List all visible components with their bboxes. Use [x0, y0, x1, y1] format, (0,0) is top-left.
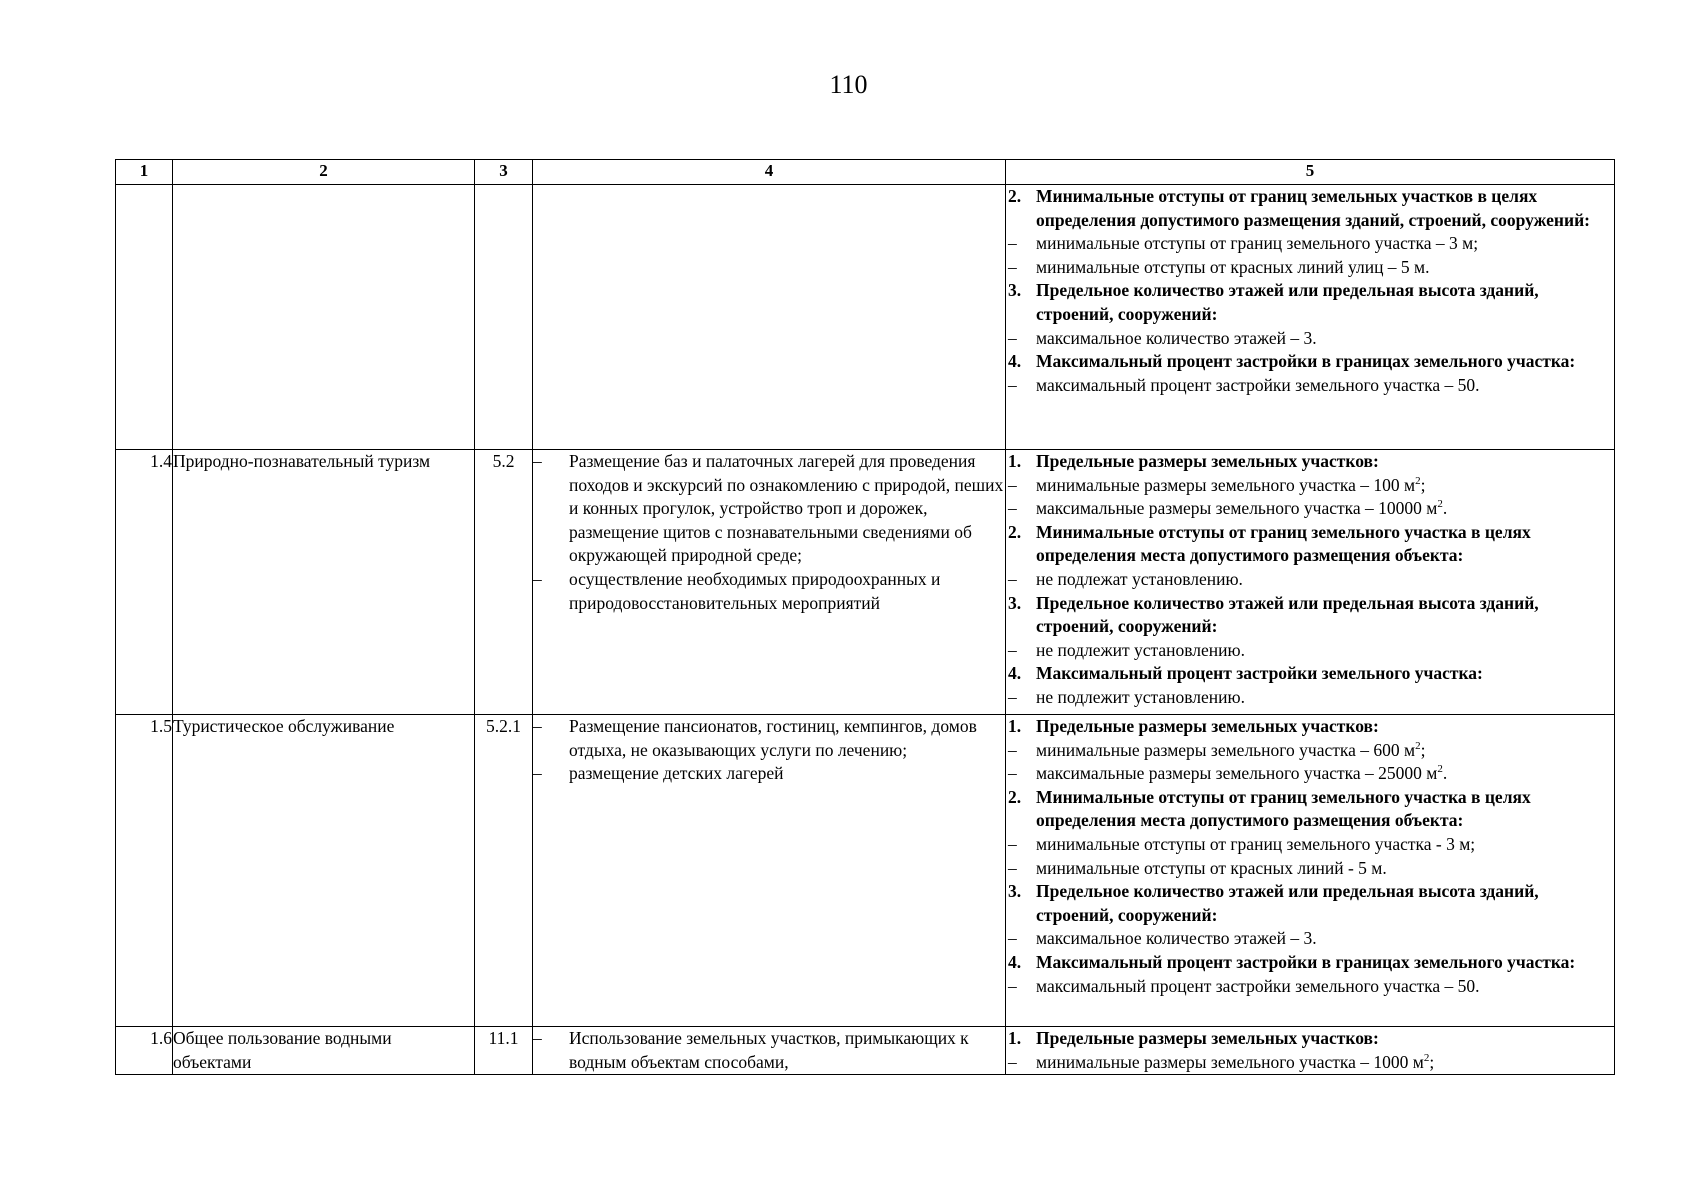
- item-text: [1036, 232, 1614, 256]
- item-number: 4.: [1008, 351, 1022, 372]
- unit-superscript: 2: [1423, 1051, 1430, 1064]
- item-text-main: Предельное количество этажей или предельная высота зданий, строений, сооружений:: [1036, 592, 1539, 637]
- use-name-cell: Природно-познавательный туризм: [173, 450, 475, 715]
- list-item: [1006, 639, 1614, 663]
- dash-marker: –: [1008, 374, 1017, 395]
- unit-superscript: 2: [1415, 739, 1421, 752]
- list-item: [1006, 374, 1614, 398]
- dash-marker: –: [1008, 739, 1017, 760]
- use-code-cell: 5.2.1: [475, 715, 533, 1027]
- item-text: [1036, 857, 1614, 881]
- list-item: [1006, 1051, 1614, 1075]
- item-text-main: максимальные размеры земельного участка – 25000 м: [1036, 763, 1438, 784]
- dash-marker: –: [1008, 327, 1017, 348]
- dash-marker: –: [1008, 256, 1017, 277]
- use-description-cell: [533, 450, 1006, 715]
- dash-marker: –: [533, 716, 542, 736]
- table-row: [116, 715, 1615, 1027]
- dash-marker: –: [533, 451, 542, 471]
- regulation-heading: [1006, 279, 1614, 326]
- list-item: [1006, 927, 1614, 951]
- item-number: 1.: [1008, 716, 1022, 736]
- item-text-punct: .: [1442, 763, 1448, 784]
- regulation-heading: [1006, 1027, 1614, 1051]
- item-text-main: Минимальные отступы от границ земельного участка в целях определения места допустимого размещения объекта:: [1036, 521, 1531, 566]
- item-text: [1036, 686, 1614, 710]
- item-text-main: Предельное количество этажей или предельная высота зданий, строений, сооружений:: [1036, 280, 1539, 324]
- item-text-main: не подлежит установлению.: [1036, 686, 1245, 707]
- parameters-cell: [1006, 715, 1615, 1027]
- item-number: 2.: [1008, 186, 1022, 206]
- page-number: 110: [829, 70, 868, 99]
- item-text: [1036, 279, 1614, 326]
- unit-superscript: 2: [1437, 498, 1443, 511]
- dash-marker: –: [1008, 474, 1017, 495]
- row-number-cell: 1.6: [116, 1027, 173, 1075]
- regulation-heading: [1006, 786, 1614, 833]
- item-text-main: Минимальные отступы от границ земельного участка в целях определения места допустимого размещения объекта:: [1036, 786, 1531, 831]
- dash-marker: –: [1008, 639, 1017, 660]
- item-text: [1036, 521, 1614, 568]
- item-text: [569, 568, 1005, 615]
- item-text: [1036, 715, 1614, 739]
- list-item: [533, 1027, 1005, 1074]
- item-text: [1036, 833, 1614, 857]
- list-item: [533, 568, 1005, 615]
- header-col-5: 5: [1006, 160, 1615, 185]
- row-number-cell: [116, 185, 173, 450]
- item-text-main: минимальные отступы от красных линий улиц – 5 м.: [1036, 256, 1430, 277]
- item-text-main: не подлежат установлению.: [1036, 568, 1243, 589]
- item-text: [1036, 1027, 1614, 1051]
- item-text-punct: ;: [1420, 739, 1426, 760]
- item-text-main: максимальные размеры земельного участка – 10000 м: [1036, 498, 1438, 519]
- list-item: [1006, 497, 1614, 521]
- item-text: [1036, 951, 1614, 975]
- item-text: [1036, 662, 1614, 686]
- header-row: [116, 160, 1615, 185]
- item-text-main: минимальные отступы от границ земельного участка – 3 м;: [1036, 233, 1479, 254]
- item-text: [1036, 374, 1614, 398]
- item-text-main: не подлежит установлению.: [1036, 639, 1245, 660]
- item-text-punct: ;: [1420, 474, 1426, 495]
- item-text-main: максимальный процент застройки земельного участка – 50.: [1036, 374, 1480, 395]
- item-text: [1036, 975, 1614, 999]
- header-col-4: 4: [533, 160, 1006, 185]
- dash-marker: –: [1008, 857, 1017, 878]
- item-text-main: минимальные размеры земельного участка – 600 м: [1036, 739, 1416, 760]
- item-text-main: осуществление необходимых природоохранных и природовосстановительных мероприятий: [569, 568, 941, 613]
- item-text: [1036, 185, 1614, 232]
- dash-marker: –: [1008, 686, 1017, 707]
- item-text-main: Размещение пансионатов, гостиниц, кемпингов, домов отдыха, не оказывающих услуги по лечению;: [569, 716, 977, 760]
- item-text-main: Предельные размеры земельных участков:: [1036, 1028, 1379, 1048]
- item-text: [1036, 592, 1614, 639]
- parameters-cell: [1006, 450, 1615, 715]
- item-text-main: Максимальный процент застройки в границах земельного участка:: [1036, 351, 1576, 372]
- regulation-heading: [1006, 662, 1614, 686]
- item-text: [1036, 350, 1614, 374]
- use-description-cell: [533, 185, 1006, 450]
- item-text-main: максимальное количество этажей – 3.: [1036, 928, 1317, 949]
- use-code-cell: [475, 185, 533, 450]
- regulation-heading: [1006, 715, 1614, 739]
- item-text-main: Предельные размеры земельных участков:: [1036, 716, 1379, 736]
- item-text: [569, 450, 1005, 568]
- item-number: 4.: [1008, 663, 1022, 684]
- use-code-cell: 5.2: [475, 450, 533, 715]
- item-text-punct: ;: [1429, 1051, 1435, 1072]
- item-text: [1036, 1051, 1614, 1075]
- item-number: 4.: [1008, 951, 1022, 972]
- item-number: 1.: [1008, 1028, 1022, 1048]
- dash-marker: –: [1008, 833, 1017, 854]
- use-description-cell: [533, 1027, 1006, 1075]
- item-text: [1036, 762, 1614, 786]
- row-number-cell: 1.5: [116, 715, 173, 1027]
- item-text-main: Использование земельных участков, примыкающих к водным объектам способами,: [569, 1028, 969, 1072]
- dash-marker: –: [1008, 233, 1017, 254]
- item-text-main: Предельные размеры земельных участков:: [1036, 451, 1379, 471]
- list-item: [533, 762, 1005, 786]
- regulation-heading: [1006, 592, 1614, 639]
- use-code-cell: 11.1: [475, 1027, 533, 1075]
- list-item: [1006, 975, 1614, 999]
- item-text: [569, 1027, 1005, 1074]
- regulation-heading: [1006, 880, 1614, 927]
- list-item: [1006, 327, 1614, 351]
- land-use-regulations-table: [115, 159, 1615, 1075]
- item-text-main: Размещение баз и палаточных лагерей для проведения походов и экскурсий по ознакомлению с природой, пеших и конных прогулок, устройство троп и дорожек, размещение щитов с познавательными сведениями об окружающей природной среде;: [569, 451, 1004, 566]
- dash-marker: –: [533, 763, 542, 784]
- list-item: [1006, 857, 1614, 881]
- item-text: [1036, 497, 1614, 521]
- use-name-cell: Общее пользование водными объектами: [173, 1027, 475, 1075]
- item-text: [1036, 568, 1614, 592]
- unit-superscript: 2: [1437, 763, 1443, 776]
- row-number-cell: 1.4: [116, 450, 173, 715]
- item-number: 1.: [1008, 451, 1022, 471]
- use-name-cell: Туристическое обслуживание: [173, 715, 475, 1027]
- dash-marker: –: [1008, 1051, 1017, 1072]
- regulation-heading: [1006, 521, 1614, 568]
- item-text: [1036, 450, 1614, 474]
- item-text: [1036, 927, 1614, 951]
- list-item: [1006, 833, 1614, 857]
- header-col-1: 1: [116, 160, 173, 185]
- item-text-main: размещение детских лагерей: [569, 763, 784, 784]
- dash-marker: –: [533, 1028, 542, 1048]
- unit-superscript: 2: [1415, 474, 1421, 487]
- item-text-main: максимальный процент застройки земельного участка – 50.: [1036, 975, 1480, 996]
- item-text: [1036, 256, 1614, 280]
- item-text-main: максимальное количество этажей – 3.: [1036, 327, 1317, 348]
- item-text-main: Минимальные отступы от границ земельных участков в целях определения допустимого размещения зданий, строений, сооружений:: [1036, 186, 1590, 230]
- item-text-main: Предельное количество этажей или предельная высота зданий, строений, сооружений:: [1036, 881, 1539, 925]
- item-text-main: Максимальный процент застройки в границах земельного участка:: [1036, 951, 1576, 972]
- table-row: [116, 1027, 1615, 1075]
- item-text: [569, 715, 1005, 762]
- list-item: [1006, 686, 1614, 710]
- item-text: [1036, 786, 1614, 833]
- table-row-continuation: [116, 185, 1615, 450]
- item-number: 2.: [1008, 786, 1022, 807]
- use-description-cell: [533, 715, 1006, 1027]
- item-text-main: минимальные размеры земельного участка – 1000 м: [1036, 1051, 1424, 1072]
- item-text-main: минимальные размеры земельного участка – 100 м: [1036, 474, 1416, 495]
- item-text: [1036, 880, 1614, 927]
- item-text: [1036, 639, 1614, 663]
- list-item: [1006, 739, 1614, 763]
- dash-marker: –: [1008, 763, 1017, 784]
- item-number: 3.: [1008, 592, 1022, 613]
- dash-marker: –: [1008, 568, 1017, 589]
- list-item: [1006, 762, 1614, 786]
- list-item: [1006, 474, 1614, 498]
- regulation-heading: [1006, 185, 1614, 232]
- header-col-2: 2: [173, 160, 475, 185]
- table-row: [116, 450, 1615, 715]
- dash-marker: –: [1008, 498, 1017, 519]
- list-item: [1006, 232, 1614, 256]
- list-item: [1006, 568, 1614, 592]
- regulation-heading: [1006, 951, 1614, 975]
- parameters-cell: [1006, 1027, 1615, 1075]
- dash-marker: –: [533, 568, 542, 589]
- regulation-heading: [1006, 350, 1614, 374]
- use-name-cell: [173, 185, 475, 450]
- item-text-main: минимальные отступы от красных линий - 5 м.: [1036, 857, 1387, 878]
- list-item: [533, 450, 1005, 568]
- regulation-heading: [1006, 450, 1614, 474]
- list-item: [533, 715, 1005, 762]
- parameters-cell: [1006, 185, 1615, 450]
- item-text: [569, 762, 1005, 786]
- item-text-main: Максимальный процент застройки земельного участка:: [1036, 663, 1483, 684]
- item-text-punct: .: [1442, 498, 1448, 519]
- item-number: 3.: [1008, 881, 1022, 902]
- dash-marker: –: [1008, 928, 1017, 949]
- list-item: [1006, 256, 1614, 280]
- header-col-3: 3: [475, 160, 533, 185]
- dash-marker: –: [1008, 975, 1017, 996]
- item-number: 2.: [1008, 521, 1022, 542]
- item-text: [1036, 327, 1614, 351]
- item-number: 3.: [1008, 280, 1022, 301]
- item-text-main: минимальные отступы от границ земельного участка - 3 м;: [1036, 833, 1476, 854]
- item-text: [1036, 739, 1614, 763]
- item-text: [1036, 474, 1614, 498]
